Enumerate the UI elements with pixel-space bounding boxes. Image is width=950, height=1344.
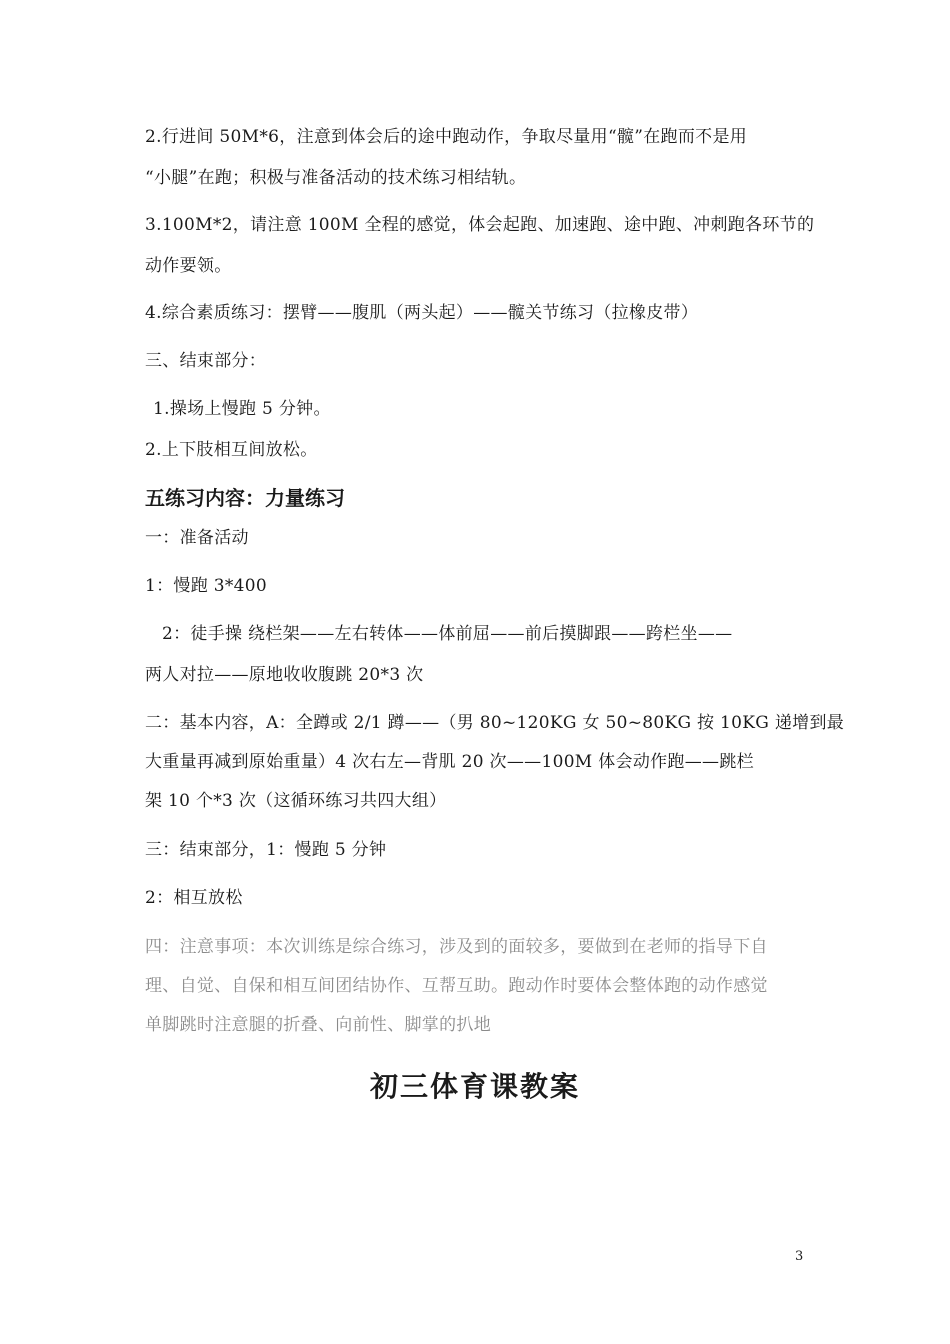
text-line: 一：准备活动 xyxy=(145,528,249,548)
notes-line: 理、自觉、自保和相互间团结协作、互帮互助。跑动作时要体会整体跑的动作感觉 xyxy=(145,976,768,996)
text-line: 2：相互放松 xyxy=(145,888,243,908)
text-line: 3.100M*2，请注意 100M 全程的感觉，体会起跑、加速跑、途中跑、冲刺跑各环节的 xyxy=(145,215,815,235)
notes-line: 四：注意事项：本次训练是综合练习，涉及到的面较多，要做到在老师的指导下自 xyxy=(145,937,768,957)
text-line: 三：结束部分，1：慢跑 5 分钟 xyxy=(145,840,387,860)
notes-line: 单脚跳时注意腿的折叠、向前性、脚掌的扒地 xyxy=(145,1015,491,1035)
text-line: 4.综合素质练习：摆臂——腹肌（两头起）——髋关节练习（拉橡皮带） xyxy=(145,303,699,323)
text-line: 2：徒手操 绕栏架——左右转体——体前屈——前后摸脚跟——跨栏坐—— xyxy=(162,624,733,644)
text-line: 两人对拉——原地收收腹跳 20*3 次 xyxy=(145,665,424,685)
text-line: 动作要领。 xyxy=(145,256,232,276)
page-number: 3 xyxy=(795,1249,804,1264)
text-line: 架 10 个*3 次（这循环练习共四大组） xyxy=(145,791,447,811)
text-line: 大重量再减到原始重量）4 次右左—背肌 20 次——100M 体会动作跑——跳栏 xyxy=(145,752,754,772)
text-line: 三、结束部分： xyxy=(145,351,267,371)
text-line: 1.操场上慢跑 5 分钟。 xyxy=(153,399,331,419)
text-line: 二：基本内容，A：全蹲或 2/1 蹲——（男 80~120KG 女 50~80KG 按 10KG 递增到最 xyxy=(145,713,845,733)
section-heading: 五练习内容：力量练习 xyxy=(145,486,345,510)
text-line: 1：慢跑 3*400 xyxy=(145,576,267,596)
page-title: 初三体育课教案 xyxy=(369,1070,580,1103)
text-line: 2.上下肢相互间放松。 xyxy=(145,440,318,460)
text-line: 2.行进间 50M*6，注意到体会后的途中跑动作，争取尽量用“髋”在跑而不是用 xyxy=(145,127,748,147)
text-line: “小腿”在跑；积极与准备活动的技术练习相结轨。 xyxy=(145,168,527,188)
